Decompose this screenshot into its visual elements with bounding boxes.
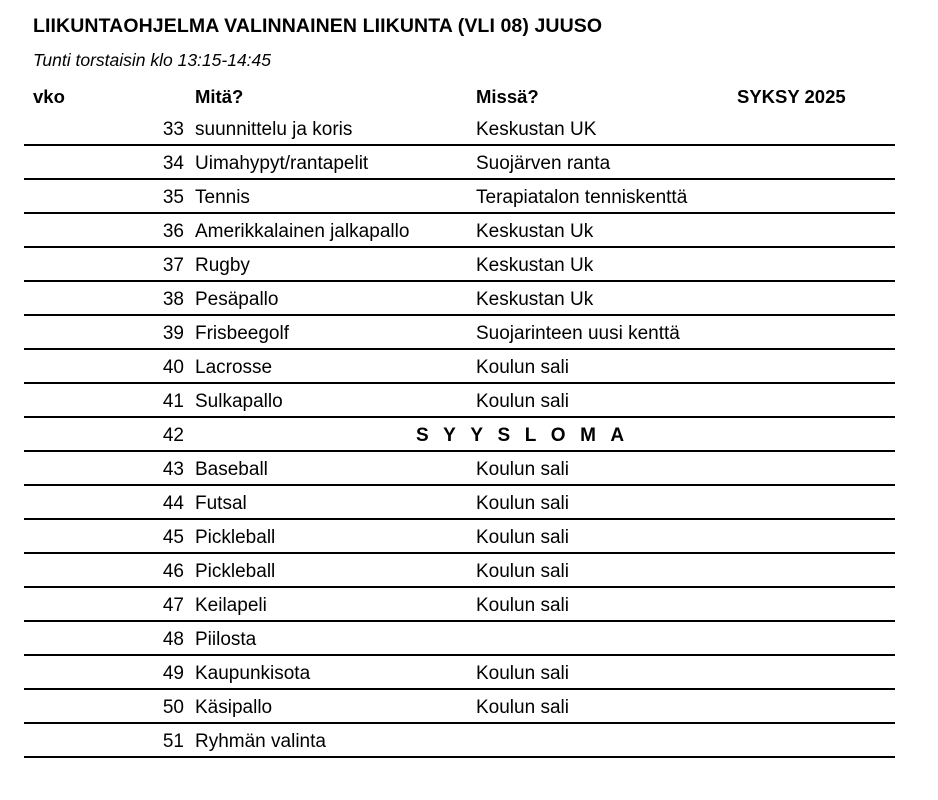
location-cell: Koulun sali [476,663,569,684]
week-number: 33 [162,119,184,140]
activity-cell: Rugby [195,255,250,276]
week-number: 48 [162,629,184,650]
table-row [24,112,895,146]
table-row [24,724,895,758]
week-number: 46 [162,561,184,582]
table-row [24,554,895,588]
week-number: 44 [162,493,184,514]
header-what: Mitä? [195,86,244,107]
table-row [24,350,895,384]
activity-cell: Pesäpallo [195,289,279,310]
schedule-time: Tunti torstaisin klo 13:15-14:45 [33,50,272,70]
holiday-label: SYYSLOMA [416,425,639,446]
location-cell: Koulun sali [476,561,569,582]
location-cell: Koulun sali [476,357,569,378]
location-cell: Koulun sali [476,697,569,718]
week-number: 40 [162,357,184,378]
location-cell: Koulun sali [476,391,569,412]
week-number: 49 [162,663,184,684]
activity-cell: Amerikkalainen jalkapallo [195,221,410,242]
week-number: 34 [162,153,184,174]
activity-cell: Pickleball [195,561,276,582]
table-row [24,452,895,486]
location-cell: Keskustan Uk [476,221,594,242]
header-week: vko [33,86,65,107]
activity-cell: Baseball [195,459,268,480]
activity-cell: Pickleball [195,527,276,548]
week-number: 37 [162,255,184,276]
week-number: 47 [162,595,184,616]
activity-cell: Lacrosse [195,357,273,378]
activity-cell: Frisbeegolf [195,323,289,344]
table-row [24,180,895,214]
location-cell: Terapiatalon tenniskenttä [476,187,688,208]
week-number: 51 [162,731,184,752]
table-row [24,656,895,690]
week-number: 36 [162,221,184,242]
table-row [24,146,895,180]
activity-cell: Uimahypyt/rantapelit [195,153,369,174]
activity-cell: Tennis [195,187,250,208]
location-cell: Koulun sali [476,459,569,480]
activity-cell: Futsal [195,493,247,514]
location-cell: Keskustan UK [476,119,597,140]
week-number: 39 [162,323,184,344]
week-number: 42 [162,425,184,446]
table-row [24,486,895,520]
location-cell: Keskustan Uk [476,255,594,276]
table-row [24,690,895,724]
table-row [24,520,895,554]
location-cell: Keskustan Uk [476,289,594,310]
header-term: SYKSY 2025 [737,86,846,107]
page-title: LIIKUNTAOHJELMA VALINNAINEN LIIKUNTA (VLI 08) JUUSO [33,15,603,37]
week-number: 38 [162,289,184,310]
activity-cell: Keilapeli [195,595,267,616]
location-cell: Suojärven ranta [476,153,611,174]
activity-cell: suunnittelu ja koris [195,119,353,140]
table-row [24,418,895,452]
table-row [24,588,895,622]
table-row [24,384,895,418]
location-cell: Koulun sali [476,595,569,616]
header-where: Missä? [476,86,539,107]
location-cell: Koulun sali [476,527,569,548]
activity-cell: Piilosta [195,629,257,650]
week-number: 41 [162,391,184,412]
week-number: 50 [162,697,184,718]
table-row [24,622,895,656]
table-row [24,282,895,316]
week-number: 43 [162,459,184,480]
week-number: 35 [162,187,184,208]
activity-cell: Kaupunkisota [195,663,311,684]
location-cell: Suojarinteen uusi kenttä [476,323,680,344]
table-row [24,214,895,248]
activity-cell: Käsipallo [195,697,273,718]
table-header [0,86,938,110]
activity-cell: Sulkapallo [195,391,283,412]
table-row [24,248,895,282]
activity-cell: Ryhmän valinta [195,731,326,752]
week-number: 45 [162,527,184,548]
location-cell: Koulun sali [476,493,569,514]
table-row [24,316,895,350]
schedule-table [24,112,895,758]
